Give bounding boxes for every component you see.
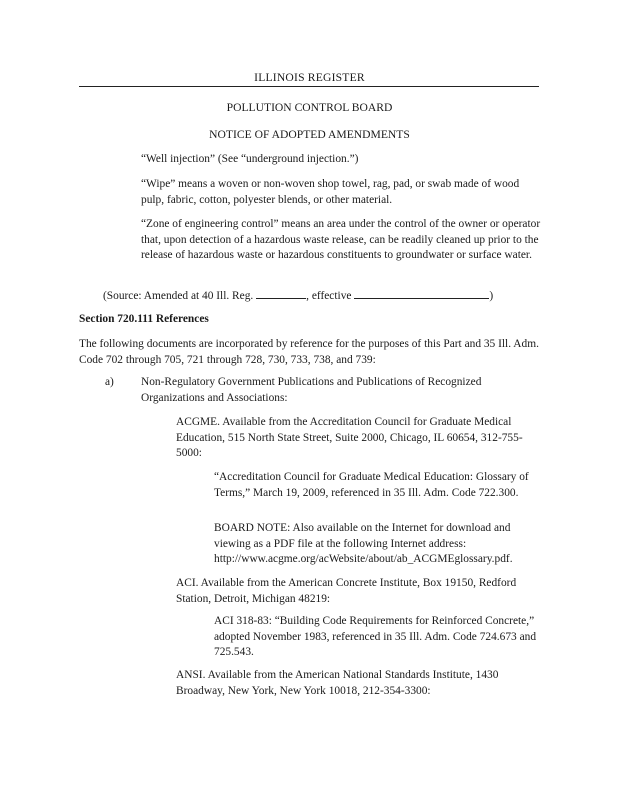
- reference-acgme-board-note: BOARD NOTE: Also available on the Internet for download and viewing as a PDF file at the following Internet address: http://www.acgme.org/acWebsite/about/ab_ACGMEglossary.pdf.: [214, 522, 513, 565]
- reference-aci-318: ACI 318-83: “Building Code Requirements for Reinforced Concrete,” adopted November 1983, referenced in 35 Ill. Adm. Code 724.673 and 725.543.: [214, 615, 537, 658]
- definition-wipe: “Wipe” means a woven or non-woven shop towel, rag, pad, or swab made of wood pulp, fabric, cotton, polyester blends, or other material.: [141, 178, 520, 206]
- reference-aci: ACI. Available from the American Concrete Institute, Box 19150, Redford Station, Detroit, Michigan 48219:: [176, 577, 517, 605]
- header-divider: [79, 86, 539, 87]
- reference-acgme: ACGME. Available from the Accreditation Council for Graduate Medical Education, 515 North State Street, Suite 2000, Chicago, IL 60654, 312-755-5000:: [176, 416, 523, 459]
- source-close: ): [489, 290, 494, 302]
- register-title: ILLINOIS REGISTER: [254, 71, 365, 84]
- notice-title: NOTICE OF ADOPTED AMENDMENTS: [209, 128, 410, 141]
- source-prefix: (Source: Amended at 40 Ill. Reg.: [103, 290, 254, 302]
- source-register-blank: [256, 287, 306, 299]
- reference-ansi: ANSI. Available from the American National Standards Institute, 1430 Broadway, New York, New York 10018, 212-354-3300:: [176, 669, 499, 697]
- reference-acgme-glossary: “Accreditation Council for Graduate Medical Education: Glossary of Terms,” March 19, 2009, referenced in 35 Ill. Adm. Code 722.300.: [214, 471, 529, 499]
- section-heading: Section 720.111 References: [79, 313, 209, 325]
- source-effective-label: , effective: [306, 290, 352, 302]
- source-note: [103, 287, 543, 305]
- definition-well-injection: “Well injection” (See “underground injection.”): [141, 153, 359, 165]
- section-intro: The following documents are incorporated by reference for the purposes of this Part and 35 Ill. Adm. Code 702 through 705, 721 through 728, 730, 733, 738, and 739:: [79, 338, 539, 366]
- list-item-a-text: Non-Regulatory Government Publications and Publications of Recognized Organizations and Associations:: [141, 376, 482, 404]
- source-effective-blank: [354, 287, 489, 299]
- board-name: POLLUTION CONTROL BOARD: [226, 101, 393, 114]
- list-marker-a: a): [105, 376, 114, 388]
- definition-zone-of-engineering-control: “Zone of engineering control” means an area under the control of the owner or operator that, upon detection of a hazardous waste release, can be readily cleaned up prior to the release of hazardous waste or hazardous constituents to groundwater or surface water.: [141, 218, 541, 261]
